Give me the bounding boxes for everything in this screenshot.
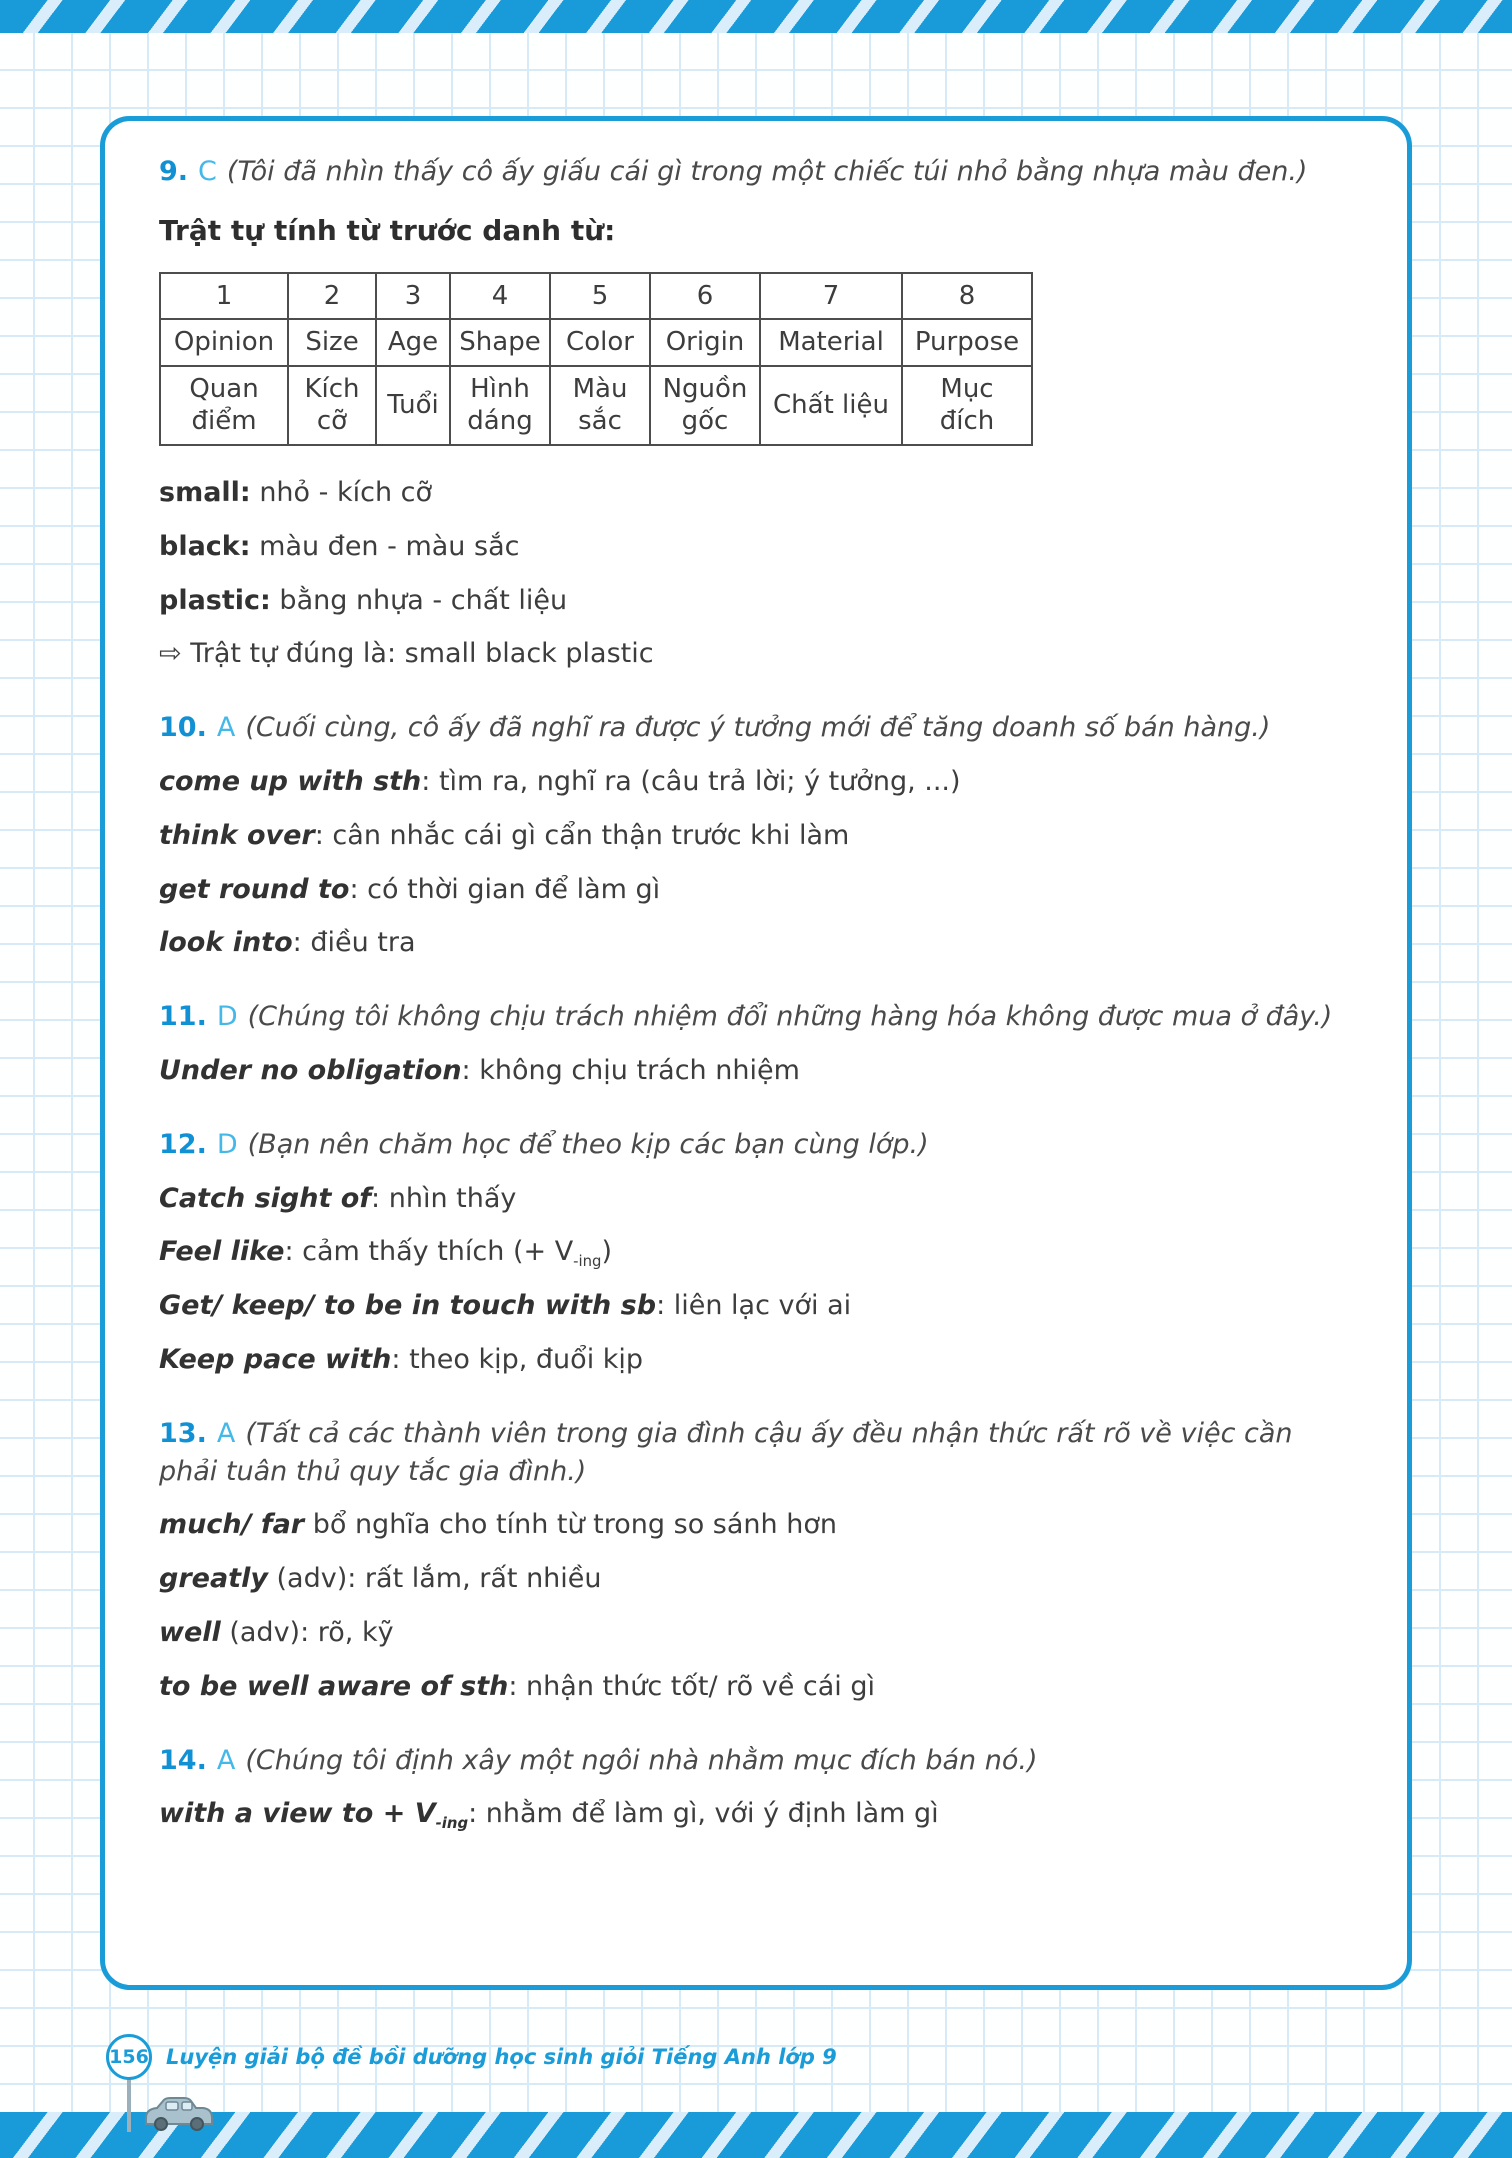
definition-line	[159, 1668, 1353, 1706]
table-cell: 5	[550, 273, 650, 320]
translation: (Cuối cùng, cô ấy đã nghĩ ra được ý tưởng mới để tăng doanh số bán hàng.)	[245, 712, 1271, 744]
definition-text: : liên lạc với ai	[656, 1290, 852, 1322]
definition-line	[159, 1560, 1353, 1598]
translation: (Tôi đã nhìn thấy cô ấy giấu cái gì trong một chiếc túi nhỏ bằng nhựa màu đen.)	[226, 156, 1308, 187]
table-row	[160, 366, 1032, 445]
table-cell: Mục đích	[902, 366, 1032, 445]
car-icon	[140, 2094, 216, 2132]
definition-line	[159, 763, 1353, 801]
definition-text: : nhận thức tốt/ rõ về cái gì	[508, 1670, 876, 1702]
subscript-ing: -ing	[573, 1252, 602, 1271]
definition-text: bổ nghĩa cho tính từ trong so sánh hơn	[304, 1509, 837, 1541]
table-cell: 1	[160, 273, 288, 320]
answer-letter: A	[216, 1417, 236, 1449]
answer-letter: A	[216, 1744, 236, 1776]
definition-text: : nhằm để làm gì, với ý định làm gì	[468, 1798, 939, 1830]
table-cell: Color	[550, 319, 650, 366]
definition-line	[159, 1287, 1353, 1325]
table-cell: Shape	[450, 319, 550, 366]
answer-item-11	[159, 998, 1353, 1036]
term: black:	[159, 530, 251, 562]
definition-line	[159, 582, 1353, 620]
translation: (Bạn nên chăm học để theo kịp các bạn cùng lớp.)	[247, 1128, 929, 1160]
definition-text: )	[601, 1236, 613, 1268]
definition-text: (adv): rõ, kỹ	[220, 1616, 394, 1648]
answer-letter: D	[216, 1001, 238, 1033]
answer-letter: A	[216, 712, 236, 744]
content-card	[100, 116, 1412, 1990]
translation: (Tất cả các thành viên trong gia đình cậu ấy đều nhận thức rất rõ về việc cần phải tuân thủ quy tắc gia đình.)	[159, 1417, 1293, 1487]
answer-letter: D	[216, 1128, 238, 1160]
definition-line	[159, 924, 1353, 962]
bottom-stripe-border	[0, 2112, 1512, 2158]
term	[159, 1798, 469, 1833]
question-number: 11.	[159, 1001, 207, 1033]
definition-text: : điều tra	[292, 927, 416, 959]
section-heading: Trật tự tính từ trước danh từ:	[159, 213, 616, 247]
signpost-pole	[127, 2078, 131, 2132]
table-cell: Purpose	[902, 319, 1032, 366]
definition-line	[159, 1052, 1353, 1090]
arrow-icon: ⇨	[159, 638, 182, 670]
term: Keep pace with	[159, 1343, 392, 1375]
table-cell: Age	[376, 319, 450, 366]
translation: (Chúng tôi định xây một ngôi nhà nhằm mục đích bán nó.)	[245, 1744, 1038, 1776]
definition-text: : cân nhắc cái gì cẩn thận trước khi làm	[314, 819, 850, 851]
term: think over	[159, 819, 315, 851]
definition-line	[159, 1341, 1353, 1379]
table-cell: Hình dáng	[450, 366, 550, 445]
subscript-ing: -ing	[435, 1814, 469, 1833]
answer-item-9	[159, 153, 1353, 191]
definition-line	[159, 871, 1353, 909]
definition-line	[159, 1795, 1353, 1833]
table-cell: 8	[902, 273, 1032, 320]
page-footer	[106, 2034, 837, 2080]
definition-line	[159, 1614, 1353, 1652]
question-number: 13.	[159, 1417, 207, 1449]
definition-text: : theo kịp, đuổi kịp	[391, 1343, 644, 1375]
answer-item-13	[159, 1415, 1353, 1491]
term: greatly	[159, 1563, 268, 1595]
question-number: 10.	[159, 712, 207, 744]
question-number: 9.	[159, 156, 189, 187]
term: look into	[159, 927, 293, 959]
term-text: with a view to + V	[159, 1798, 436, 1830]
term: come up with sth	[159, 765, 422, 797]
definition-text: bằng nhựa - chất liệu	[270, 584, 568, 616]
table-cell: Nguồn gốc	[650, 366, 760, 445]
definition-text: : có thời gian để làm gì	[349, 873, 661, 905]
definition-text: : nhìn thấy	[371, 1182, 517, 1214]
table-cell: 6	[650, 273, 760, 320]
definition-text: (adv): rất lắm, rất nhiều	[267, 1563, 602, 1595]
answer-item-12	[159, 1126, 1353, 1164]
table-cell: Chất liệu	[760, 366, 902, 445]
table-cell: Opinion	[160, 319, 288, 366]
term: Get/ keep/ to be in touch with sb	[159, 1290, 657, 1322]
page-number-badge: 156	[106, 2034, 152, 2080]
definition-line	[159, 474, 1353, 512]
definition-line	[159, 1180, 1353, 1218]
answer-item-10	[159, 709, 1353, 747]
term: get round to	[159, 873, 350, 905]
table-cell: 4	[450, 273, 550, 320]
term: plastic:	[159, 584, 271, 616]
definition-line	[159, 817, 1353, 855]
table-row	[160, 319, 1032, 366]
table-row	[160, 273, 1032, 320]
table-cell: Kích cỡ	[288, 366, 376, 445]
definition-line	[159, 528, 1353, 566]
question-number: 14.	[159, 1744, 207, 1776]
term: to be well aware of sth	[159, 1670, 509, 1702]
conclusion-line	[159, 635, 1353, 673]
term: small:	[159, 476, 251, 508]
definition-text: nhỏ - kích cỡ	[250, 476, 433, 508]
question-number: 12.	[159, 1128, 207, 1160]
term: well	[159, 1616, 221, 1648]
answer-letter: C	[198, 156, 217, 187]
answer-item-14	[159, 1742, 1353, 1780]
table-cell: Origin	[650, 319, 760, 366]
definition-text: màu đen - màu sắc	[250, 530, 520, 562]
term: Under no obligation	[159, 1054, 462, 1086]
term: Feel like	[159, 1236, 285, 1268]
table-cell: 3	[376, 273, 450, 320]
table-cell: Material	[760, 319, 902, 366]
table-cell: Size	[288, 319, 376, 366]
table-cell: Quan điểm	[160, 366, 288, 445]
term: Catch sight of	[159, 1182, 372, 1214]
table-cell: 2	[288, 273, 376, 320]
conclusion-text: Trật tự đúng là: small black plastic	[181, 638, 654, 670]
table-cell: Tuổi	[376, 366, 450, 445]
definition-text: : không chịu trách nhiệm	[461, 1054, 800, 1086]
adjective-order-table	[159, 272, 1033, 446]
table-cell: 7	[760, 273, 902, 320]
definition-line	[159, 1506, 1353, 1544]
definition-text: : tìm ra, nghĩ ra (câu trả lời; ý tưởng, ...)	[421, 765, 961, 797]
top-stripe-border	[0, 0, 1512, 33]
definition-line	[159, 1233, 1353, 1271]
translation: (Chúng tôi không chịu trách nhiệm đổi những hàng hóa không được mua ở đây.)	[247, 1001, 1333, 1033]
term: much/ far	[159, 1509, 305, 1541]
definition-text: : cảm thấy thích (+ V	[284, 1236, 574, 1268]
table-cell: Màu sắc	[550, 366, 650, 445]
book-title: Luyện giải bộ đề bồi dưỡng học sinh giỏi Tiếng Anh lớp 9	[166, 2045, 837, 2069]
